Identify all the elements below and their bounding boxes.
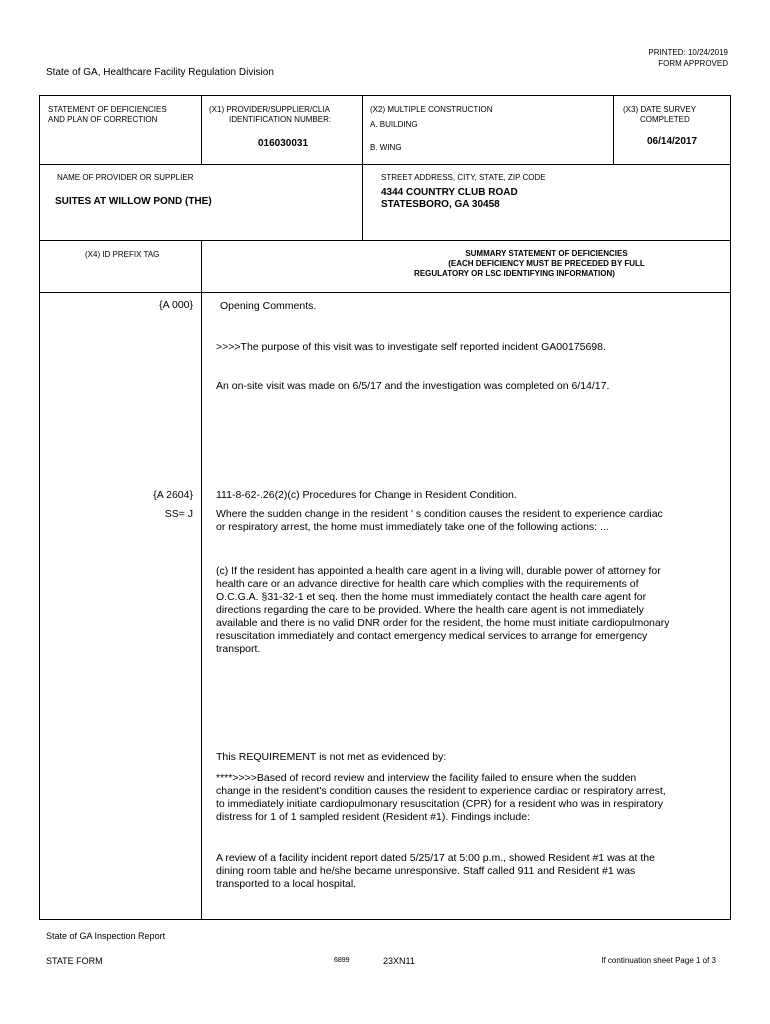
form-approved: FORM APPROVED xyxy=(658,59,728,68)
rule-c-line: available and there is no valid DNR order for the resident, the home must initiate cardiopulmonary xyxy=(216,617,670,629)
x1-value: 016030031 xyxy=(258,138,309,149)
rule-c-line: (c) If the resident has appointed a health care agent in a living will, durable power of attorney for xyxy=(216,565,661,577)
report-name: State of GA Inspection Report xyxy=(46,931,166,941)
x2-building: A. BUILDING xyxy=(370,120,418,129)
statement-label: AND PLAN OF CORRECTION xyxy=(48,115,158,124)
row-divider xyxy=(39,292,731,293)
x1-label: IDENTIFICATION NUMBER: xyxy=(229,115,332,124)
col-divider xyxy=(201,95,202,164)
rule-text-line: Where the sudden change in the resident ' s condition causes the resident to experience cardiac xyxy=(216,508,663,520)
address-line1: 4344 COUNTRY CLUB ROAD xyxy=(381,187,518,198)
col-divider xyxy=(613,95,614,164)
form-number: 6899 xyxy=(334,957,350,964)
summary-label: REGULATORY OR LSC IDENTIFYING INFORMATION) xyxy=(414,269,615,278)
summary-label: SUMMARY STATEMENT OF DEFICIENCIES xyxy=(465,249,628,258)
finding-line: distress for 1 of 1 sampled resident (Resident #1). Findings include: xyxy=(216,811,530,823)
x2-label: (X2) MULTIPLE CONSTRUCTION xyxy=(370,105,493,114)
tag-a000: {A 000} xyxy=(159,299,193,311)
x1-label: (X1) PROVIDER/SUPPLIER/CLIA xyxy=(209,105,330,114)
provider-name: SUITES AT WILLOW POND (THE) xyxy=(55,196,212,207)
rule-c-line: directions regarding the care to be provided. Where the health care agent is not immediately xyxy=(216,604,644,616)
provider-label: NAME OF PROVIDER OR SUPPLIER xyxy=(57,173,194,182)
rule-c-line: health care or an advance directive for health care which complies with the requirements of xyxy=(216,578,639,590)
x4-label: (X4) ID PREFIX TAG xyxy=(85,250,160,259)
page-indicator: If continuation sheet Page 1 of 3 xyxy=(601,956,716,965)
rule-text-line: or respiratory arrest, the home must immediately take one of the following actions: ... xyxy=(216,521,609,533)
row-divider xyxy=(39,164,731,165)
statement-label: STATEMENT OF DEFICIENCIES xyxy=(48,105,167,114)
rule-title: 111-8-62-.26(2)(c) Procedures for Change in Resident Condition. xyxy=(216,489,517,501)
rule-c-line: O.C.G.A. §31-32-1 et seq. then the home must immediately contact the health care agent for xyxy=(216,591,647,603)
event-id: 23XN11 xyxy=(383,956,415,966)
x2-wing: B. WING xyxy=(370,143,402,152)
x3-label: COMPLETED xyxy=(640,115,690,124)
state-form: STATE FORM xyxy=(46,956,103,966)
review-line: dining room table and he/she became unresponsive. Staff called 911 and Resident #1 was xyxy=(216,865,636,877)
onsite-text: An on-site visit was made on 6/5/17 and the investigation was completed on 6/14/17. xyxy=(216,380,610,392)
address-label: STREET ADDRESS, CITY, STATE, ZIP CODE xyxy=(381,173,546,182)
review-line: transported to a local hospital. xyxy=(216,878,357,890)
address-line2: STATESBORO, GA 30458 xyxy=(381,199,500,210)
rule-c-line: resuscitation immediately and contact emergency medical services to arrange for emergency xyxy=(216,630,648,642)
finding-line: ****>>>>Based of record review and interview the facility failed to ensure when the sudden xyxy=(216,772,637,784)
finding-line: to immediately initiate cardiopulmonary resuscitation (CPR) for a resident who was in respiratory xyxy=(216,798,664,810)
tag-a2604: {A 2604} xyxy=(153,489,193,501)
x3-label: (X3) DATE SURVEY xyxy=(623,105,697,114)
summary-label: (EACH DEFICIENCY MUST BE PRECEDED BY FULL xyxy=(448,259,645,268)
row-divider xyxy=(39,240,731,241)
x3-value: 06/14/2017 xyxy=(647,136,698,147)
review-line: A review of a facility incident report dated 5/25/17 at 5:00 p.m., showed Resident #1 was at the xyxy=(216,852,655,864)
purpose-text: >>>>The purpose of this visit was to investigate self reported incident GA00175698. xyxy=(216,341,606,353)
col-divider xyxy=(201,240,202,920)
rule-c-line: transport. xyxy=(216,643,261,655)
col-divider xyxy=(362,95,363,240)
agency-name: State of GA, Healthcare Facility Regulation Division xyxy=(46,67,274,78)
tag-severity: SS= J xyxy=(164,508,193,520)
opening-comments: Opening Comments. xyxy=(220,300,317,312)
not-met-statement: This REQUIREMENT is not met as evidenced by: xyxy=(216,751,447,763)
finding-line: change in the resident's condition causes the resident to experience cardiac or respiratory arrest, xyxy=(216,785,666,797)
printed-date: PRINTED: 10/24/2019 xyxy=(648,48,728,57)
